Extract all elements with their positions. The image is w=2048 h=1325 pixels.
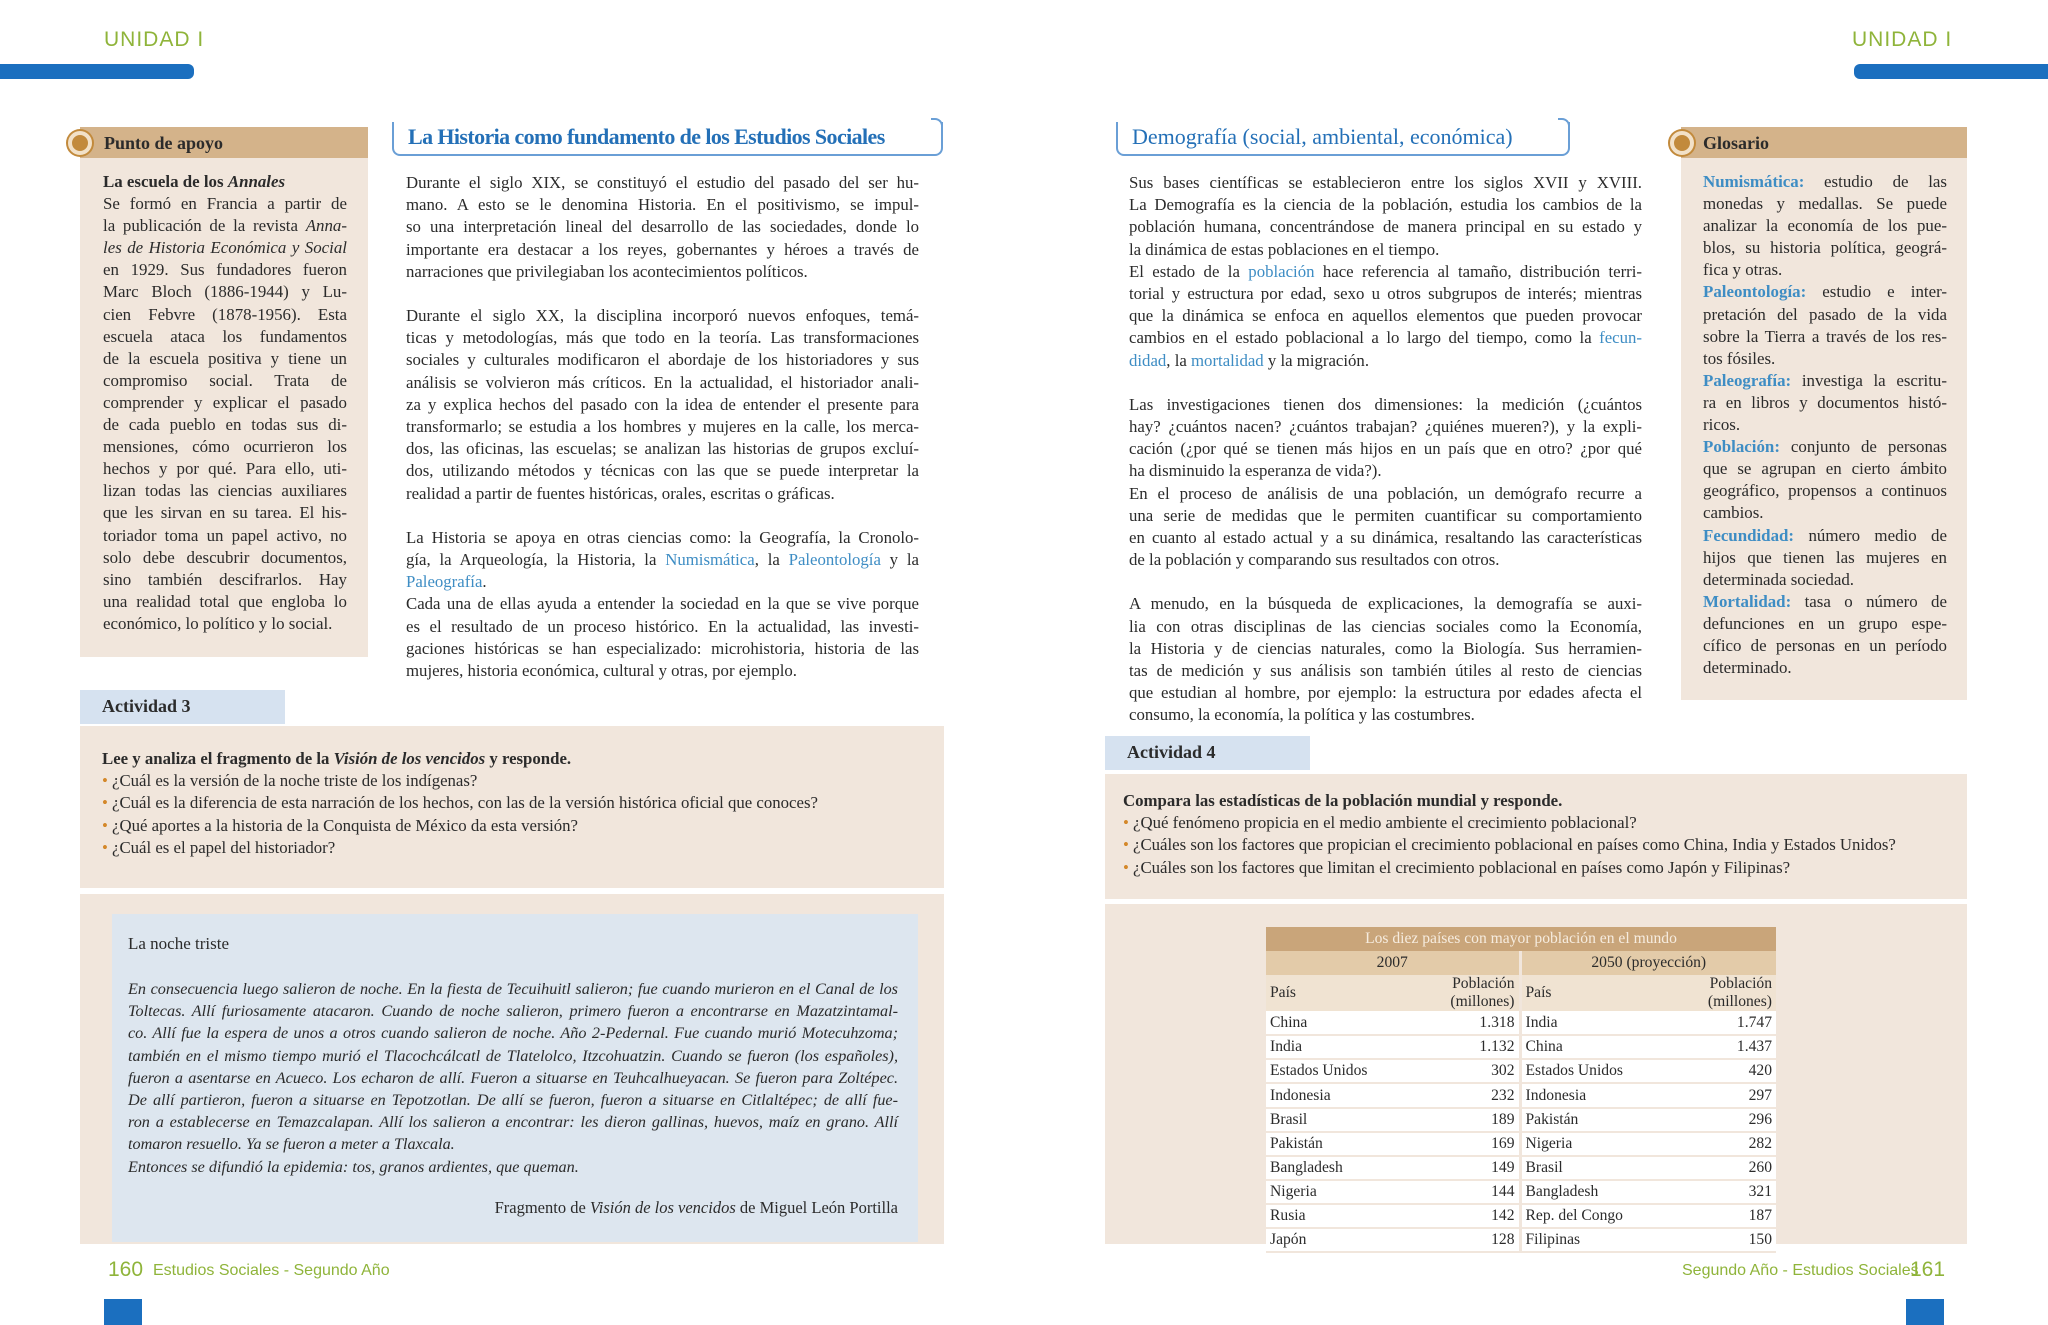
- table-cell-country: Pakistán: [1266, 1132, 1384, 1156]
- noche-line: fueron a asentarse en Acueco. Los echaron de allí. Fueron a situarse en Teuhcalhueyacan. Se fueron para Zoltépec.: [128, 1068, 898, 1087]
- table-year-row: [1266, 951, 1776, 975]
- glosario-heading: Glosario: [1681, 127, 1967, 158]
- table-cell-population: 169: [1384, 1132, 1520, 1156]
- glosario-line: que se agrupan en cierto ámbito: [1703, 459, 1947, 479]
- table-row: [1266, 1204, 1776, 1228]
- apoyo-line: compromiso social. Trata de: [103, 370, 347, 390]
- historia-line: mujeres, historia económica, cultural y otras, por ejemplo.: [406, 661, 797, 681]
- glosario-line: determinado.: [1703, 658, 1792, 678]
- table-cell-population: 187: [1640, 1204, 1776, 1228]
- glosario-line: Paleontología: estudio e inter-: [1703, 282, 1947, 302]
- demografia-line: tas de medición y sus análisis son también útiles al resto de ciencias: [1129, 661, 1642, 681]
- apoyo-line: de la escuela positiva y tiene un: [103, 348, 347, 368]
- historia-line: Cada una de ellas ayuda a entender la sociedad en la que se vive porque: [406, 594, 919, 614]
- corner-block-right: [1906, 1299, 1944, 1325]
- glosario-line: monedas y medallas. Se puede: [1703, 194, 1947, 214]
- historia-line: za y explica hechos del pasado con la idea de entender el presente para: [406, 394, 919, 414]
- glosario-bullet-icon: [1670, 131, 1694, 155]
- apoyo-line: de cada pueblo en todas sus di-: [103, 415, 347, 435]
- glosario-line: geográfico, propensos a continuos: [1703, 481, 1947, 501]
- table-cell-country: Nigeria: [1520, 1132, 1640, 1156]
- table-title-row: [1266, 927, 1776, 951]
- demografia-line: la dinámica de estas poblaciones en el tiempo.: [1129, 239, 1440, 259]
- unit-label-right: UNIDAD I: [1852, 28, 1953, 51]
- noche-line: ron a establecerse en Temazcalapan. Allí los salieron a encontrar: les dieron gallinas, huevos, maíz en grano. Allí: [128, 1113, 898, 1132]
- table-cell-population: 296: [1640, 1108, 1776, 1132]
- table-cell-country: Bangladesh: [1266, 1156, 1384, 1180]
- historia-line: so una interpretación lineal del desarrollo de las sociedades, donde lo: [406, 217, 919, 237]
- actividad3-question: • ¿Cuál es la diferencia de esta narración de los hechos, con las de la versión histórica oficial que conoces?: [102, 792, 932, 814]
- demografia-line: En el proceso de análisis de una población, un demógrafo recurre a: [1129, 483, 1642, 503]
- table-cell-population: 297: [1640, 1083, 1776, 1107]
- table-cell-population: 302: [1384, 1059, 1520, 1083]
- apoyo-line: económico, lo político y lo social.: [103, 613, 333, 633]
- glosario-line: defunciones en un grupo espe-: [1703, 613, 1947, 633]
- apoyo-line: hechos y por qué. Para ello, uti-: [103, 459, 347, 479]
- table-cell-country: Estados Unidos: [1520, 1059, 1640, 1083]
- glosario-line: hijos que tienen las mujeres en: [1703, 547, 1947, 567]
- table-cell-population: 282: [1640, 1132, 1776, 1156]
- table-cell-population: 260: [1640, 1156, 1776, 1180]
- table-cell-country: Indonesia: [1520, 1083, 1640, 1107]
- unit-label-left: UNIDAD I: [104, 28, 205, 51]
- table-cell-country: Rep. del Congo: [1520, 1204, 1640, 1228]
- actividad3-questions: [102, 770, 932, 859]
- table-cell-population: 1.318: [1384, 1011, 1520, 1035]
- table-cell-country: Brasil: [1520, 1156, 1640, 1180]
- table-row: [1266, 1156, 1776, 1180]
- demografia-line: La Demografía es la ciencia de la población, estudia los cambios de la: [1129, 195, 1642, 215]
- actividad4-intro: Compara las estadísticas de la población mundial y responde.: [1123, 791, 1563, 810]
- apoyo-heading: Punto de apoyo: [80, 127, 368, 158]
- table-row: [1266, 1228, 1776, 1252]
- table-cell-country: China: [1266, 1011, 1384, 1035]
- table-cell-population: 150: [1640, 1228, 1776, 1252]
- demografia-line: de la población y comparando sus resultados con otros.: [1129, 550, 1500, 570]
- historia-line: transformarlo; se estudia a los hombres y mujeres en la calle, los merca-: [406, 417, 919, 437]
- table-cell-country: Estados Unidos: [1266, 1059, 1384, 1083]
- historia-line: realidad a partir de fuentes históricas, orales, escritas o gráficas.: [406, 483, 835, 503]
- actividad4-question: • ¿Qué fenómeno propicia en el medio ambiente el crecimiento poblacional?: [1123, 812, 1963, 834]
- table-cell-population: 1.132: [1384, 1035, 1520, 1059]
- table-row: [1266, 1180, 1776, 1204]
- actividad3-intro: Lee y analiza el fragmento de la Visión de los vencidos y responde.: [102, 749, 572, 768]
- corner-block-left: [104, 1299, 142, 1325]
- noche-line: tomaron resuello. Ya se fueron a meter a Tlaxcala.: [128, 1135, 455, 1154]
- table-cell-population: 1.437: [1640, 1035, 1776, 1059]
- apoyo-line: que les sirvan en su tarea. El his-: [103, 503, 347, 523]
- demografia-line: población humana, concentrándose de manera principal en su estado y: [1129, 217, 1642, 237]
- table-cell-population: 144: [1384, 1180, 1520, 1204]
- table-col-population: Población (millones): [1384, 975, 1520, 1011]
- table-header-row: [1266, 975, 1776, 1011]
- historia-line: sociales y culturales modificaron el abordaje de los historiadores y sus: [406, 350, 919, 370]
- table-year-2007: 2007: [1266, 951, 1520, 975]
- footer-title-right: Segundo Año - Estudios Sociales: [1682, 1262, 1919, 1279]
- table-cell-population: 149: [1384, 1156, 1520, 1180]
- historia-line: importante era destacar a los reyes, gobernantes y héroes a través de: [406, 239, 919, 259]
- glosario-line: Mortalidad: tasa o número de: [1703, 591, 1947, 611]
- glosario-line: ricos.: [1703, 415, 1741, 435]
- page-number-right: 161: [1910, 1258, 1946, 1281]
- table-cell-population: 128: [1384, 1228, 1520, 1252]
- demografia-line: A menudo, en la búsqueda de explicaciones, la demografía se auxi-: [1129, 594, 1642, 614]
- table-cell-population: 321: [1640, 1180, 1776, 1204]
- historia-line: dos, utilizando métodos y técnicas con las que se puede interpretar la: [406, 461, 919, 481]
- glosario-line: determinada sociedad.: [1703, 569, 1855, 589]
- table-row: [1266, 1132, 1776, 1156]
- demografia-line: didad, la mortalidad y la migración.: [1129, 350, 1370, 370]
- apoyo-line: escuela ataca los fundamentos: [103, 326, 347, 346]
- demografia-line: cambios en el estado poblacional a lo largo del tiempo, como la fecun-: [1129, 328, 1642, 348]
- table-row: [1266, 1108, 1776, 1132]
- historia-line: Durante el siglo XIX, se constituyó el estudio del pasado del ser hu-: [406, 173, 919, 192]
- noche-line: co. Allí fue la espera de unos a otros cuando salieron de noche. Año 2-Pedernal. Fue cuando murió Motecuhzoma;: [128, 1024, 898, 1043]
- table-row: [1266, 1083, 1776, 1107]
- glosario-line: cífico de personas en un período: [1703, 635, 1947, 655]
- demografia-line: en cuanto al estado actual y a su dinámica, resaltando las características: [1129, 528, 1642, 548]
- historia-line: La Historia se apoya en otras ciencias como: la Geografía, la Cronolo-: [406, 527, 919, 547]
- noche-source: Fragmento de Visión de los vencidos de Miguel León Portilla: [494, 1198, 898, 1217]
- actividad4-tab: Actividad 4: [1105, 736, 1310, 770]
- table-cell-population: 1.747: [1640, 1011, 1776, 1035]
- glosario-line: cambios.: [1703, 503, 1764, 523]
- noche-line: De allí partieron, fueron a situarse en Tepotzotlan. De allí se fueron, fueron a situarse en Citlaltépec; de allí fue-: [128, 1091, 898, 1110]
- demografia-line: hay? ¿cuántos nacen? ¿cuántos trabajan? ¿quiénes mueren?), y la expli-: [1129, 417, 1642, 437]
- apoyo-line: les de Historia Económica y Social: [103, 238, 347, 258]
- noche-line: también en el mismo tiempo murió el Tlacochcálcatl de Tlatelolco, Itzcohuatzin. Cuando se fueron (los españoles),: [128, 1046, 898, 1065]
- glosario-line: tos fósiles.: [1703, 348, 1776, 368]
- historia-text: [406, 172, 919, 682]
- table-col-population: Población (millones): [1640, 975, 1776, 1011]
- apoyo-line: Marc Bloch (1886-1944) y Lu-: [103, 282, 347, 302]
- table-cell-country: Nigeria: [1266, 1180, 1384, 1204]
- apoyo-line: lizan todas las ciencias auxiliares: [103, 481, 347, 501]
- demografia-line: consumo, la economía, la política y las costumbres.: [1129, 705, 1475, 725]
- table-row: [1266, 1011, 1776, 1035]
- table-cell-country: Filipinas: [1520, 1228, 1640, 1252]
- apoyo-line: cien Febvre (1878-1956). Esta: [103, 304, 347, 324]
- table-cell-country: Bangladesh: [1520, 1180, 1640, 1204]
- actividad3-tab: Actividad 3: [80, 690, 285, 724]
- actividad4-text: [1123, 790, 1963, 879]
- demografia-line: una serie de medidas que le permiten cuantificar su comportamiento: [1129, 505, 1642, 525]
- demografia-text: [1129, 172, 1642, 727]
- table-cell-country: China: [1520, 1035, 1640, 1059]
- glosario-line: fica y otras.: [1703, 260, 1783, 280]
- historia-line: es el resultado de un proceso histórico. En la actualidad, las investi-: [406, 616, 919, 636]
- glosario-line: Paleografía: investiga la escritu-: [1703, 370, 1947, 390]
- demografia-line: lia con otras disciplinas de las ciencias sociales como la Economía,: [1129, 616, 1642, 636]
- table-cell-country: Pakistán: [1520, 1108, 1640, 1132]
- table-cell-country: India: [1520, 1011, 1640, 1035]
- apoyo-line: solo debe descubrir documentos,: [103, 547, 347, 567]
- historia-line: Durante el siglo XX, la disciplina incorporó nuevos enfoques, temá-: [406, 306, 919, 326]
- demografia-line: El estado de la población hace referencia al tamaño, distribución terri-: [1129, 261, 1643, 281]
- apoyo-line: en 1929. Sus fundadores fueron: [103, 260, 347, 280]
- header-bar-right: [1854, 64, 2048, 79]
- apoyo-bullet-icon: [68, 131, 92, 155]
- table-row: [1266, 1035, 1776, 1059]
- table-year-2050: 2050 (proyección): [1520, 951, 1776, 975]
- noche-line: En consecuencia luego salieron de noche. En la fiesta de Tecuihuitl salieron; fue cuando murieron en el Canal de los: [128, 980, 898, 998]
- apoyo-line: toriador toma un papel activo, no: [103, 525, 347, 545]
- demografia-line: cación (¿por qué se tienen más hijos en un país que en otro? ¿por qué: [1129, 439, 1642, 459]
- apoyo-line: sino también descifrarlos. Hay: [103, 569, 347, 589]
- table-cell-population: 232: [1384, 1083, 1520, 1107]
- demografia-line: torial y estructura por edad, sexo u otros subgrupos de interés; mientras: [1129, 284, 1642, 304]
- noche-title: La noche triste: [128, 934, 230, 953]
- demografia-line: Las investigaciones tienen dos dimensiones: la medición (¿cuántos: [1129, 394, 1642, 414]
- apoyo-line: La escuela de los Annales: [103, 172, 286, 191]
- demografia-line: que la dinámica se enfoca en aquellos elementos que pueden provocar: [1129, 306, 1642, 326]
- historia-line: gía, la Arqueología, la Historia, la Numismática, la Paleontología y la Paleografía.: [406, 550, 919, 592]
- table-title: Los diez países con mayor población en el mundo: [1266, 927, 1776, 951]
- apoyo-line: mensiones, cómo ocurrieron los: [103, 437, 347, 457]
- noche-line: Toltecas. Allí furiosamente atacaron. Cuando de noche salieron, primero fueron a encontrarse en Mazatzintamal-: [128, 1002, 898, 1021]
- table-col-country: País: [1266, 975, 1384, 1011]
- apoyo-text: [103, 171, 347, 635]
- glosario-line: ra en libros y documentos histó-: [1703, 392, 1947, 412]
- glosario-line: Fecundidad: número medio de: [1703, 525, 1947, 545]
- actividad3-question: • ¿Cuál es la versión de la noche triste de los indígenas?: [102, 770, 932, 792]
- glosario-line: pretación del pasado de la vida: [1703, 304, 1947, 324]
- historia-line: narraciones que privilegiaban los acontecimientos políticos.: [406, 261, 808, 281]
- glosario-line: analizar la economía de los pue-: [1703, 216, 1947, 236]
- table-row: [1266, 1059, 1776, 1083]
- demografia-line: que estudian al hombre, por ejemplo: la estructura por edades afecta el: [1129, 683, 1642, 703]
- table-cell-population: 189: [1384, 1108, 1520, 1132]
- page-number-left: 160: [108, 1258, 144, 1281]
- historia-line: gaciones históricas se han especializado: microhistoria, historia de las: [406, 638, 919, 658]
- section-title-demografia: Demografía (social, ambiental, económica): [1116, 122, 1570, 156]
- historia-line: análisis se volvieron más críticos. En la actualidad, el historiador anali-: [406, 372, 919, 392]
- footer-title-left: Estudios Sociales - Segundo Año: [153, 1262, 390, 1279]
- table-cell-country: Brasil: [1266, 1108, 1384, 1132]
- table-cell-country: India: [1266, 1035, 1384, 1059]
- demografia-line: la Historia y de ciencias naturales, como la Biología. Sus herramien-: [1129, 638, 1642, 658]
- actividad4-question: • ¿Cuáles son los factores que limitan el crecimiento poblacional en países como Japón y Filipinas?: [1123, 857, 1963, 879]
- historia-line: ticas y metodologías, más que todo en la teoría. Las transformaciones: [406, 328, 919, 348]
- header-bar-left: [0, 64, 194, 79]
- apoyo-line: comprender y explicar el pasado: [103, 392, 347, 412]
- actividad3-question: • ¿Qué aportes a la historia de la Conquista de México da esta versión?: [102, 815, 932, 837]
- glosario-text: [1703, 171, 1947, 679]
- historia-line: mano. A esto se le denomina Historia. En el positivismo, se impul-: [406, 195, 919, 215]
- noche-text: [128, 978, 898, 1178]
- glosario-line: Numismática: estudio de las: [1703, 172, 1947, 191]
- apoyo-line: Se formó en Francia a partir de: [103, 194, 347, 214]
- population-table: [1266, 927, 1776, 1253]
- glosario-line: blos, su historia política, geográ-: [1703, 238, 1947, 258]
- glosario-line: sobre la Tierra a través de los res-: [1703, 326, 1947, 346]
- historia-line: dos, las oficinas, las escuelas; se analizan las historias de grupos excluí-: [406, 439, 919, 459]
- noche-line: Entonces se difundió la epidemia: tos, granos ardientes, que queman.: [128, 1157, 579, 1176]
- demografia-line: ha disminuido la esperanza de vida?).: [1129, 461, 1382, 481]
- demografia-line: Sus bases científicas se establecieron entre los siglos XVII y XVIII.: [1129, 173, 1642, 192]
- section-title-historia: La Historia como fundamento de los Estudios Sociales: [392, 122, 943, 156]
- actividad3-text: [102, 748, 932, 859]
- apoyo-line: una realidad total que engloba lo: [103, 591, 347, 611]
- table-cell-country: Rusia: [1266, 1204, 1384, 1228]
- table-cell-population: 420: [1640, 1059, 1776, 1083]
- actividad4-questions: [1123, 812, 1963, 879]
- actividad4-question: • ¿Cuáles son los factores que propician el crecimiento poblacional en países como China, India y Estados Unidos?: [1123, 834, 1963, 856]
- table-cell-country: Japón: [1266, 1228, 1384, 1252]
- actividad3-question: • ¿Cuál es el papel del historiador?: [102, 837, 932, 859]
- table-cell-country: Indonesia: [1266, 1083, 1384, 1107]
- table-cell-population: 142: [1384, 1204, 1520, 1228]
- glosario-line: Población: conjunto de personas: [1703, 437, 1947, 457]
- apoyo-line: la publicación de la revista Anna-: [103, 216, 347, 236]
- table-col-country: País: [1520, 975, 1640, 1011]
